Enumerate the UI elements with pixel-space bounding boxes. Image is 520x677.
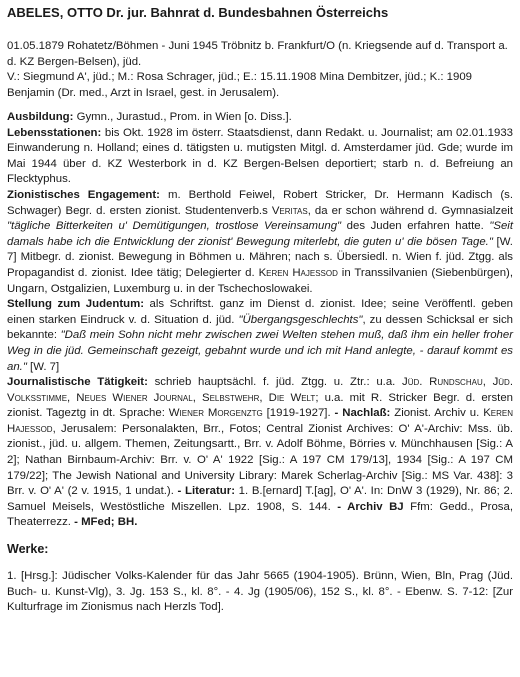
section-text: bis Okt. 1928 im österr. Staatsdienst, dann Redakt. u. Journalist; am 02.01.1933 Einwanderung n. Holland; eines d. tätigsten u. mutigsten Mitgl. d. Amsterdamer jüd. Gde; wurde im Mai 1944 über d. KZ Westerbork in d. KZ Bergen-Belsen deportiert; starb n. d. Befreiung an Flecktyphus. xyxy=(7,126,513,186)
section-lebensstationen xyxy=(7,126,513,188)
literatur-label: - Literatur: xyxy=(177,485,235,498)
organization-name: Keren Hajessod xyxy=(258,266,338,279)
organization-name: Keren Hajessod xyxy=(7,407,514,435)
section-text: in Transsilvanien (Siebenbürgen), Ungarn, Ostgalizien, Luxemburg u. in der Tschechoslowakei. xyxy=(7,266,514,295)
mfed-label: - MFed; BH. xyxy=(74,516,138,529)
family-line: V.: Siegmund A', jüd.; M.: Rosa Schrager, jüd.; E.: 15.11.1908 Mina Dembitzer, jüd.; K.: 1909 Benjamin (Dr. med., Arzt in Israel, gest. in Jerusalem). xyxy=(7,71,473,99)
werke-entry: 1. [Hrsg.]: Jüdischer Volks-Kalender für das Jahr 5665 (1904-1905). Brünn, Wien, Bln, Prag (Jüd. Buch- u. Kunst-Vlg), 3. Jg. 153 S., kl. 8°. - 4. Jg (1905/06), 152 S., kl. 8°. - Ebenw. S. 7-12: [Zur Kulturfrage im Zionismus nach Herzls Tod]. xyxy=(7,570,513,614)
entry-header: ABELES, OTTO Dr. jur. Bahnrat d. Bundesbahnen Österreichs xyxy=(7,5,389,20)
section-journalistische-taetigkeit xyxy=(7,375,513,531)
quotation: "tägliche Bitterkeiten u' Demütigungen, trostlose Vereinsamung" xyxy=(7,220,342,233)
section-text: , zu dessen Schicksal er sich bekannte: xyxy=(7,313,513,342)
publication-names: Jüd. Rundschau, Jüd. Volksstimme, Neues Wiener Journal, Selbstwehr, Die Welt xyxy=(7,376,514,404)
nachlass-label: - Nachlaß: xyxy=(334,407,391,420)
section-text: m. Berthold Feiwel, Robert Stricker, Dr. Hermann Kadisch (s. Schwager) Begr. d. ersten zionist. Studentenverb.s xyxy=(7,188,513,217)
section-text: [1919-1927]. xyxy=(262,407,335,420)
section-label: Journalistische Tätigkeit: xyxy=(7,376,148,389)
section-text: , da er schon während d. Gymnasialzeit xyxy=(307,204,514,217)
werke-heading: Werke: xyxy=(7,542,49,557)
archiv-label: - Archiv BJ xyxy=(337,500,404,513)
section-text: [W. 7] xyxy=(26,360,60,373)
biographical-data xyxy=(7,39,513,101)
section-zionistisches-engagement xyxy=(7,188,513,297)
section-ausbildung xyxy=(7,110,513,126)
section-text: als Schriftst. ganz im Dienst d. zionist. Idee; seine Veröffentl. geben einen starken Eindruck v. d. Situation d. jüd. xyxy=(7,298,513,326)
quotation: "Seit damals habe ich die Entwicklung der zionist' Bewegung miterlebt, die guten u' die bösen Tage." xyxy=(7,220,513,248)
organization-name: Veritas xyxy=(271,204,308,217)
section-text: Zionist. Archiv u. xyxy=(390,407,484,420)
section-label: Lebensstationen: xyxy=(7,126,102,139)
section-text: Gymn., Jurastud., Prom. in Wien [o. Diss.]. xyxy=(73,111,292,123)
section-label: Stellung zum Judentum: xyxy=(7,298,144,311)
section-text: schrieb hauptsächl. f. jüd. Ztgg. u. Ztr.: u.a. xyxy=(147,376,403,389)
section-stellung-zum-judentum xyxy=(7,297,513,375)
section-text: ; u.a. mit R. Stricker Begr. d. ersten zionist. Tageztg in dt. Sprache: xyxy=(7,391,514,420)
birth-death-line: 01.05.1879 Rohatetz/Böhmen - Juni 1945 Tröbnitz b. Frankfurt/O (n. Kriegsende auf d. Transport a. d. KZ Bergen-Belsen), jüd. xyxy=(7,40,508,68)
publication-name: Wiener Morgenztg xyxy=(168,407,263,420)
section-label: Zionistisches Engagement: xyxy=(7,188,160,201)
section-label: Ausbildung: xyxy=(7,111,74,123)
quotation: "Daß mein Sohn nicht mehr zwischen zwei Welten stehen muß, daß ihm ein heller froher Weg in die jüd. Gemeinschaft gezeigt, gebahnt wurde und ich mit Hand anlegte, - darauf kommt es an." xyxy=(7,329,513,373)
section-text: , Jerusalem: Personalakten, Brr., Fotos; Central Zionist Archives: O' A'-Archiv: Mss. üb. zionist., jüd. u. allgem. Themen, Zeitungsartt., Brr. v. Adolf Böhme, Börries v. Münchhausen [Sig.: A 2]; Nathan Birnbaum-Archiv: Brr. v. O' A' 1922 [Sig.: A 197 CM 179/13], 1934 [Sig.: A 197 CM 179/22]; The Jewish National and University Library: Marek Scherlag-Archiv [Sig.: MS Var. 438]: 3 Brr. v. O' A' (2 v. 1915, 1 undat.). xyxy=(7,422,513,498)
section-text: 1. B.[ernard] T.[ag], O' A'. In: DnW 3 (1929), Nr. 86; 2. Samuel Meisels, Westöstliche Miszellen. Lpz. 1908, S. 144. xyxy=(7,485,513,513)
quotation: "Übergangsgeschlechts" xyxy=(238,313,363,326)
section-text: Ffm: Gedd., Prosa, Theaterrezz. xyxy=(7,500,513,529)
section-text: des Juden erfahren hatte. xyxy=(341,220,490,233)
section-text: [W. 7] Mitbegr. d. zionist. Bewegung in Böhmen u. Mähren; nach s. Übersiedl. n. Wien f. jüd. Ztgg. als Propagandist d. zionist. Idee tätig; Delegierter d. xyxy=(7,235,513,279)
